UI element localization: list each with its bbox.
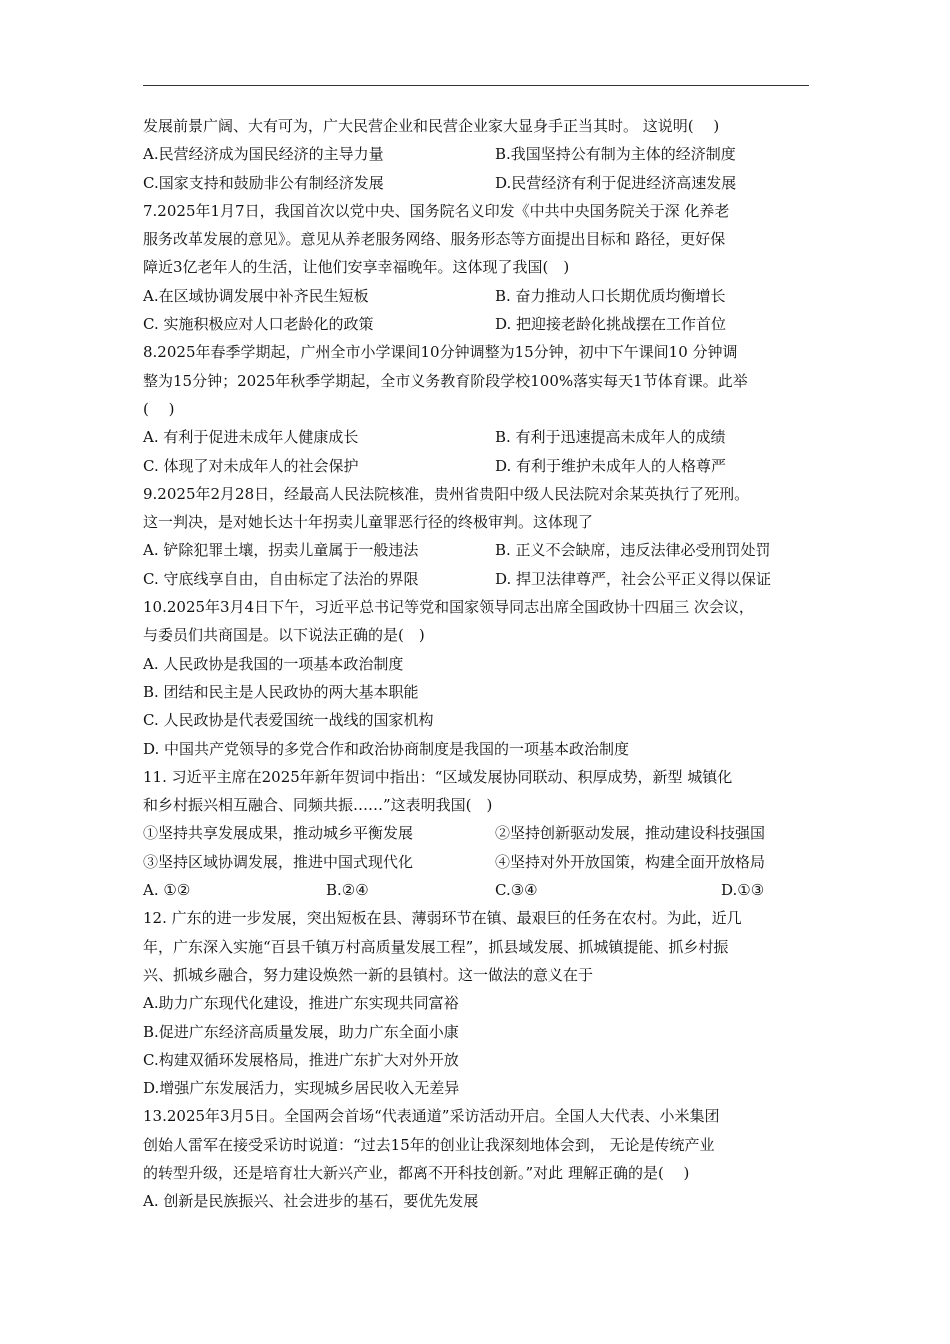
text-line: ( ) (143, 399, 175, 418)
option-row (143, 169, 809, 197)
option-text: D. 把迎接老龄化挑战摆在工作首位 (495, 315, 727, 334)
option-text: A. 有利于促进未成年人健康成长 (143, 428, 359, 447)
option-row (143, 310, 809, 338)
option-text: D.民营经济有利于促进经济高速发展 (495, 173, 737, 192)
text-line: B. 团结和民主是人民政协的两大基本职能 (143, 682, 419, 701)
option-text: B.我国坚持公有制为主体的经济制度 (495, 145, 736, 164)
option-row (143, 452, 809, 480)
option-text: A. ①② (143, 881, 191, 900)
option-row (143, 848, 809, 876)
text-line: 发展前景广阔、大有可为，广大民营企业和民营企业家大显身手正当其时。 这说明( ) (143, 117, 720, 135)
option-text: B. 有利于迅速提高未成年人的成绩 (495, 428, 726, 447)
option-text: C. 守底线享自由，自由标定了法治的界限 (143, 569, 419, 588)
option-row (143, 536, 809, 564)
option-text: B. 正义不会缺席，违反法律必受刑罚处罚 (495, 541, 771, 560)
text-line: C. 人民政协是代表爱国统一战线的国家机构 (143, 711, 434, 730)
text-line: D. 中国共产党领导的多党合作和政治协商制度是我国的一项基本政治制度 (143, 739, 630, 758)
option-text: D. 有利于维护未成年人的人格尊严 (495, 456, 727, 475)
text-line: 12. 广东的进一步发展，突出短板在县、薄弱环节在镇、最艰巨的任务在农村。为此，近几 (143, 909, 742, 928)
option-row (143, 819, 809, 847)
text-line: 11. 习近平主席在2025年新年贺词中指出：“区域发展协同联动、积厚成势，新型 城镇化 (143, 767, 733, 786)
text-line: 整为15分钟；2025年秋季学期起，全市义务教育阶段学校100%落实每天1节体育课。此举 (143, 371, 748, 390)
option-row (143, 423, 809, 451)
text-line: C.构建双循环发展格局，推进广东扩大对外开放 (143, 1050, 459, 1069)
option-text: B. 奋力推动人口长期优质均衡增长 (495, 286, 726, 305)
text-line: 13.2025年3月5日。全国两会首场“代表通道”采访活动开启。全国人大代表、小米集团 (143, 1107, 720, 1126)
option-row (143, 140, 809, 168)
text-line: 创始人雷军在接受采访时说道：“过去15年的创业让我深刻地体会到， 无论是传统产业 (143, 1135, 715, 1154)
text-line: A. 人民政协是我国的一项基本政治制度 (143, 654, 404, 673)
text-line: 7.2025年1月7日，我国首次以党中央、国务院名义印发《中共中央国务院关于深 化养老 (143, 201, 730, 220)
option-text: A.民营经济成为国民经济的主导力量 (143, 145, 384, 164)
option-row (143, 565, 809, 593)
option-text: ③坚持区域协调发展，推进中国式现代化 (143, 852, 414, 871)
text-line: 10.2025年3月4日下午，习近平总书记等党和国家领导同志出席全国政协十四届三 次会议， (143, 598, 754, 617)
option-text: C. 体现了对未成年人的社会保护 (143, 456, 359, 475)
option-row (143, 282, 809, 310)
text-line: 8.2025年春季学期起，广州全市小学课间10分钟调整为15分钟，初中下午课间10 分钟调 (143, 343, 738, 362)
option-text: A. 铲除犯罪土壤，拐卖儿童属于一般违法 (143, 541, 419, 560)
option-text: C.国家支持和鼓励非公有制经济发展 (143, 173, 384, 192)
option-text: ②坚持创新驱动发展，推动建设科技强国 (495, 824, 766, 843)
option-text: D. 捍卫法律尊严，社会公平正义得以保证 (495, 569, 772, 588)
text-line: 这一判决，是对她长达十年拐卖儿童罪恶行径的终极审判。这体现了 (143, 513, 594, 532)
text-line: 障近3亿老年人的生活，让他们安享幸福晚年。这体现了我国( ) (143, 258, 570, 277)
option-text: D.①③ (721, 881, 765, 900)
text-line: 的转型升级，还是培育壮大新兴产业，都离不开科技创新。”对此 理解正确的是( ) (143, 1163, 690, 1182)
option-text: C.③④ (495, 881, 538, 900)
text-line: 9.2025年2月28日，经最高人民法院核准，贵州省贵阳中级人民法院对余某英执行了死刑。 (143, 484, 750, 503)
text-line: A. 创新是民族振兴、社会进步的基石，要优先发展 (143, 1192, 479, 1211)
option-text: C. 实施积极应对人口老龄化的政策 (143, 315, 374, 334)
option-text: B.②④ (326, 881, 369, 900)
option-text: A.在区域协调发展中补齐民生短板 (143, 286, 369, 305)
text-line: 和乡村振兴相互融合、同频共振……”这表明我国( ) (143, 796, 493, 815)
exam-page-content (143, 112, 809, 1216)
text-line: D.增强广东发展活力，实现城乡居民收入无差异 (143, 1079, 460, 1098)
text-line: B.促进广东经济高质量发展，助力广东全面小康 (143, 1022, 459, 1041)
text-line: 年，广东深入实施“百县千镇万村高质量发展工程”，抓县域发展、抓城镇提能、抓乡村振 (143, 937, 729, 956)
option-text: ①坚持共享发展成果，推动城乡平衡发展 (143, 824, 414, 843)
text-line: A.助力广东现代化建设，推进广东实现共同富裕 (143, 994, 459, 1013)
text-line: 兴、抓城乡融合，努力建设焕然一新的县镇村。这一做法的意义在于 (143, 965, 594, 984)
option-row (143, 876, 809, 904)
option-text: ④坚持对外开放国策，构建全面开放格局 (495, 852, 766, 871)
text-line: 服务改革发展的意见》。意见从养老服务网络、服务形态等方面提出目标和 路径，更好保 (143, 230, 726, 249)
text-line: 与委员们共商国是。以下说法正确的是( ) (143, 626, 425, 645)
header-rule (143, 85, 809, 86)
